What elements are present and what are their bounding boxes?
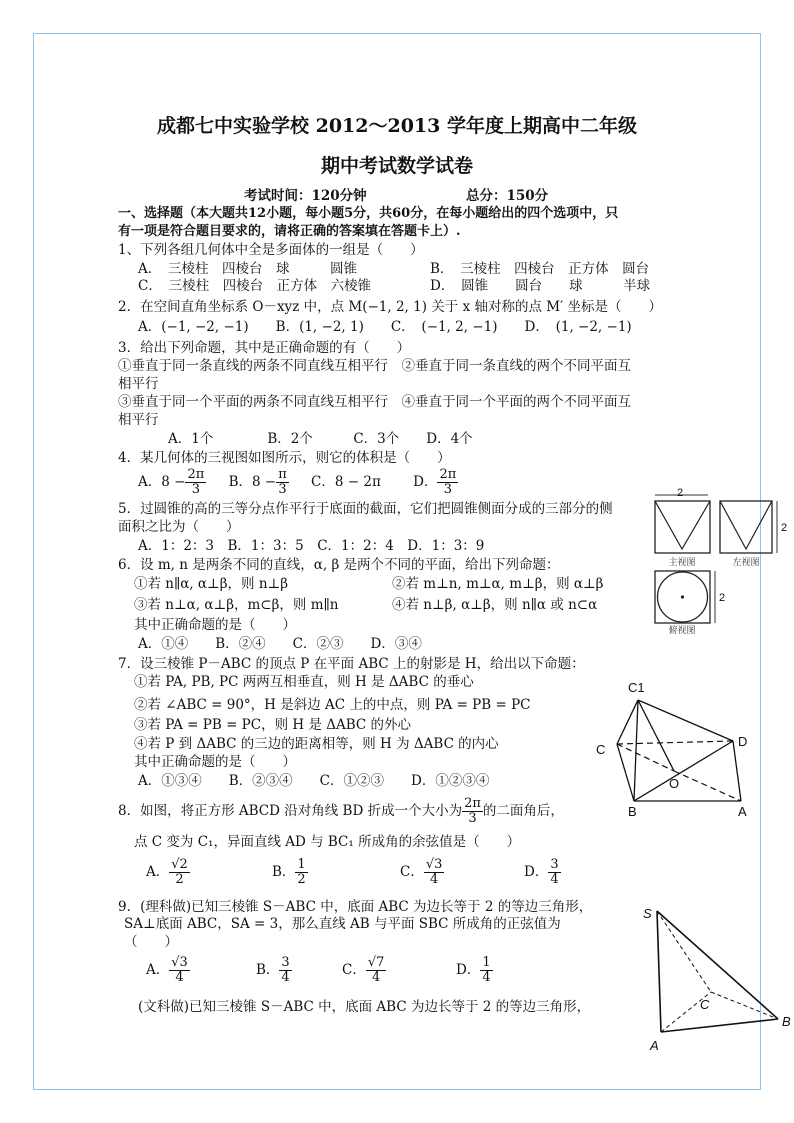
label-s: S — [643, 906, 652, 921]
q7-prop-1: ①若 PA, PB, PC 两两互相垂直，则 H 是 ΔABC 的垂心 — [134, 674, 474, 690]
q6-prop-4: ④若 n⊥β, α⊥β，则 n∥α 或 n⊂α — [392, 597, 598, 613]
q3-line-3: ③垂直于同一个平面的两条不同直线互相平行 ④垂直于同一个平面的两个不同平面互 — [118, 394, 631, 410]
q1-option-d: D． 圆锥 圆台 球 半球 — [430, 278, 651, 294]
q6-prop-1: ①若 n∥α, α⊥β，则 n⊥β — [134, 576, 289, 592]
q7-options: A．①③④ B．②③④ C．①②③ D．①②③④ — [138, 773, 490, 789]
q9-option-b: B． $\frac{3}{4}$ — [256, 955, 290, 985]
dim-top: 2 — [676, 487, 684, 499]
q8-option-b: B． $\frac{1}{2}$ — [272, 857, 306, 887]
pyramid-figure — [638, 898, 794, 1058]
folded-square-figure — [592, 674, 762, 824]
q7-prop-4: ④若 P 到 ΔABC 的三边的距离相等，则 H 为 ΔABC 的内心 — [134, 736, 499, 752]
q5-stem-1: 5．过圆锥的高的三等分点作平行于底面的截面，它们把圆锥侧面分成的三部分的侧 — [118, 501, 613, 517]
q8-stem: 8．如图，将正方形 ABCD 沿对角线 BD 折成一个大小为 $\frac{2\pi}{3}$ 的二面角后， — [118, 796, 564, 826]
q4-stem: 4．某几何体的三视图如图所示，则它的体积是（ ） — [118, 450, 451, 466]
q3-options: A．1个 B．2个 C．3个 D．4个 — [168, 431, 473, 447]
q9-stem-1: 9．(理科做)已知三棱锥 S－ABC 中，底面 ABC 为边长等于 2 的等边三角形， — [118, 899, 593, 915]
label-d: D — [738, 734, 748, 749]
q9-stem-2: SA⊥底面 ABC，SA = 3，那么直线 AB 与平面 SBC 所成角的正弦值为 — [124, 916, 561, 932]
q9-option-a: A． $\frac{√3}{4}$ — [146, 955, 188, 985]
q4-option-b: B．8 − $\frac{\pi}{3}$ — [228, 467, 287, 497]
q7-prop-3: ③若 PA = PB = PC，则 H 是 ΔABC 的外心 — [134, 717, 412, 733]
q8-option-c: C． $\frac{√3}{4}$ — [400, 857, 443, 887]
q3-line-2: 相平行 — [118, 376, 159, 392]
q8-option-d: D． $\frac{3}{4}$ — [524, 857, 559, 887]
q6-stem: 6．设 m, n 是两条不同的直线，α, β 是两个不同的平面，给出下列命题： — [118, 557, 560, 573]
dim-plan: 2 — [719, 592, 726, 604]
q6-prop-3: ③若 n⊥α, α⊥β，m⊂β，则 m∥n — [134, 597, 339, 613]
q5-stem-2: 面积之比为（ ） — [118, 519, 240, 535]
q9-stem-wen: (文科做)已知三棱锥 S－ABC 中，底面 ABC 为边长等于 2 的等边三角形， — [138, 999, 591, 1015]
q7-ask: 其中正确命题的是（ ） — [134, 754, 296, 770]
q4-option-a: A．8 − $\frac{2\pi}{3}$ — [138, 467, 205, 497]
q6-prop-2: ②若 m⊥n, m⊥α, m⊥β，则 α⊥β — [392, 576, 604, 592]
q6-ask: 其中正确命题的是（ ） — [134, 617, 296, 633]
label-c: C — [596, 742, 606, 757]
q8-stem-2: 点 C 变为 C₁，异面直线 AD 与 BC₁ 所成角的余弦值是（ ） — [134, 834, 521, 850]
side-view-triangle — [720, 501, 772, 549]
label-b: B — [782, 1014, 791, 1029]
label-c: C — [700, 997, 710, 1012]
label-a: A — [738, 804, 747, 819]
top-view-center — [681, 595, 684, 598]
q2-options: A．(−1, −2, −1) B．(1, −2, 1) C． (−1, 2, −1) D． (1, −2, −1) — [138, 319, 632, 335]
q1-option-a: A． 三棱柱 四棱台 球 圆锥 — [138, 261, 357, 277]
front-view-triangle — [655, 501, 710, 549]
exam-time: 考试时间：120分钟 — [244, 188, 367, 204]
q5-options: A．1：2：3 B．1：3：5 C．1：2：4 D．1：3：9 — [138, 538, 485, 554]
label-top-view: 俯视图 — [668, 625, 696, 635]
label-side-view: 左视图 — [732, 557, 760, 567]
label-a: A — [650, 1038, 659, 1053]
q3-stem: 3．给出下列命题，其中是正确命题的有（ ） — [118, 340, 411, 356]
q4-option-c: C．8 − 2π — [311, 474, 381, 490]
total-score: 总分：150分 — [466, 188, 549, 204]
q2-stem: 2．在空间直角坐标系 O－xyz 中，点 M(−1, 2, 1) 关于 x 轴对称的点 M′ 坐标是（ ） — [118, 299, 662, 315]
q4-option-d: D． $\frac{2\pi}{3}$ — [413, 467, 457, 497]
q6-options: A．①④ B．②④ C．②③ D．③④ — [138, 636, 422, 652]
label-c1: C1 — [628, 680, 645, 695]
title-line-1: 成都七中实验学校 2012～2013 学年度上期高中二年级 — [157, 115, 637, 137]
title-line-2: 期中考试数学试卷 — [320, 155, 473, 177]
label-b: B — [628, 804, 637, 819]
q3-line-4: 相平行 — [118, 412, 159, 428]
q7-prop-2: ②若 ∠ABC = 90°，H 是斜边 AC 上的中点，则 PA = PB = PC — [134, 697, 531, 713]
q8-option-a: A． $\frac{√2}{2}$ — [146, 857, 188, 887]
q1-option-b: B． 三棱柱 四棱台 正方体 圆台 — [430, 261, 650, 277]
section-heading-1: 一、选择题（本大题共12小题，每小题5分，共60分，在每小题给出的四个选项中，只 — [118, 206, 619, 221]
q1-stem: 1、下列各组几何体中全是多面体的一组是（ ） — [118, 242, 424, 258]
q3-line-1: ①垂直于同一条直线的两条不同直线互相平行 ②垂直于同一条直线的两个不同平面互 — [118, 358, 631, 374]
dim-side: 2 — [781, 522, 788, 534]
q9-option-c: C． $\frac{√7}{4}$ — [342, 955, 385, 985]
q1-option-c: C． 三棱柱 四棱台 正方体 六棱锥 — [138, 278, 372, 294]
label-o: O — [669, 776, 680, 791]
front-view — [655, 501, 710, 553]
three-views-figure — [648, 487, 788, 637]
label-front-view: 主视图 — [668, 557, 696, 567]
q9-stem-3: （ ） — [124, 934, 178, 950]
section-heading-2: 有一项是符合题目要求的，请将正确的答案填在答题卡上）. — [118, 224, 461, 239]
q8-angle: $\frac{2\pi}{3}$ — [464, 796, 481, 826]
side-view — [720, 501, 772, 553]
q9-option-d: D． $\frac{1}{4}$ — [456, 955, 491, 985]
q7-stem: 7．设三棱锥 P－ABC 的顶点 P 在平面 ABC 上的射影是 H，给出以下命题： — [118, 656, 585, 672]
q4-options — [138, 468, 458, 497]
